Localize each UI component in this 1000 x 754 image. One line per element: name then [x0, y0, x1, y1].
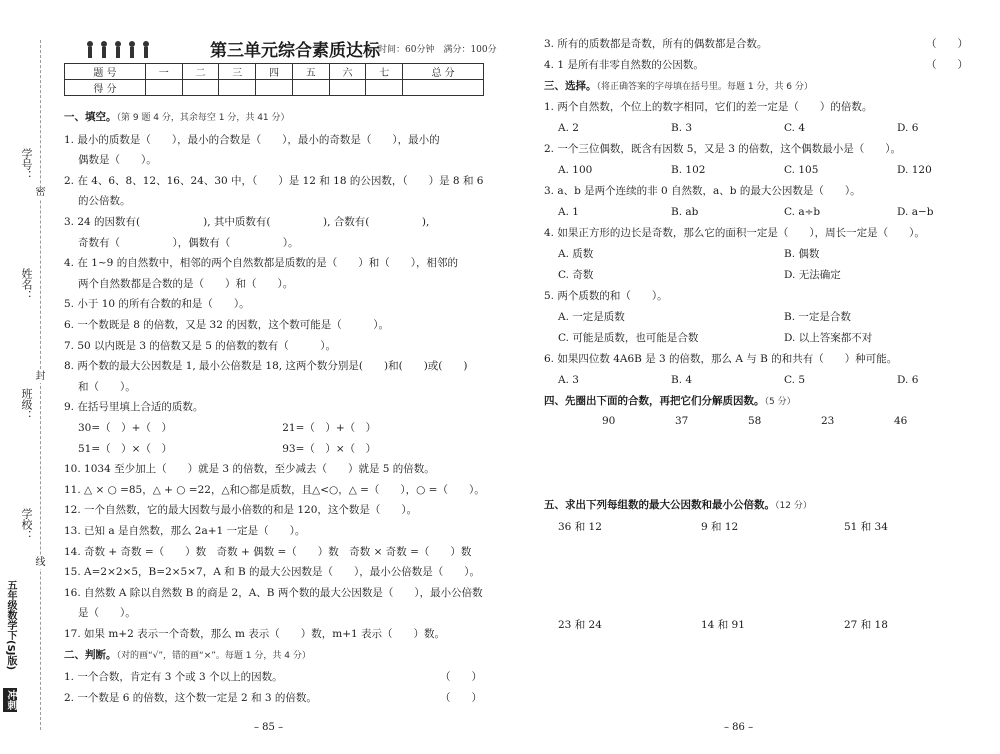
line-text: 5. 两个质数的和（ ）。 — [544, 290, 668, 302]
question-line — [544, 184, 861, 198]
book-label: 五年级数学下(SJ版) — [5, 580, 16, 671]
exam-meta: 时间：60分钟 满分：100分 — [378, 45, 497, 55]
line-text: 4. 如果正方形的边长是奇数，那么它的面积一定是（ ），周长一定是（ ）。 — [544, 227, 925, 239]
seal-mark-xian: 线 — [35, 557, 46, 568]
score-value-cell[interactable] — [329, 80, 366, 96]
line-text: 14. 奇数 + 奇数 =（ ）数 奇数 + 偶数 =（ ）数 奇数 × 奇数 =（ ）数 — [64, 545, 472, 558]
number-item: 37 — [675, 415, 689, 427]
score-value-cell[interactable] — [219, 80, 256, 96]
question-line — [64, 565, 480, 579]
choice-option: D. a−b — [897, 206, 934, 218]
answer-bracket[interactable]: （ ） — [440, 691, 482, 704]
choice-option: D. 6 — [897, 122, 919, 134]
choice-option: B. ab — [671, 206, 699, 218]
question-line — [64, 133, 440, 147]
line-text: 2. 一个数是 6 的倍数，这个数一定是 2 和 3 的倍数。 — [64, 691, 317, 704]
choice-option: D. 以上答案都不对 — [784, 332, 873, 344]
line-text: 和（ ）。 — [78, 380, 136, 393]
line-text: 1. 一个合数，肯定有 3 个或 3 个以上的因数。 — [64, 671, 283, 684]
decorative-figures-icon — [84, 40, 154, 60]
choice-option: A. 3 — [558, 374, 579, 386]
number-item: 9 和 12 — [701, 521, 739, 533]
section-note: （第 9 题 4 分，其余每空 1 分，共 41 分） — [116, 113, 290, 123]
question-line — [64, 400, 203, 414]
question-line — [64, 691, 317, 705]
score-header-cell: 七 — [366, 64, 403, 80]
page-title: 第三单元综合素质达标 — [210, 41, 380, 61]
choice-option: C. a÷b — [784, 206, 821, 218]
score-row-label: 得 分 — [65, 80, 146, 96]
question-line — [544, 58, 704, 72]
answer-bracket[interactable]: （ ） — [926, 59, 968, 71]
line-text: 6. 如果四位数 4A6B 是 3 的倍数，那么 A 与 B 的和共有（ ）种可能。 — [544, 353, 898, 365]
score-header-cell: 六 — [329, 64, 366, 80]
answer-bracket[interactable]: （ ） — [926, 38, 968, 50]
choice-option: C. 奇数 — [558, 269, 594, 281]
section-note: （将正确答案的字母填在括号里。每题 1 分，共 6 分） — [596, 82, 813, 92]
number-item: 14 和 91 — [701, 619, 745, 631]
question-line — [64, 359, 468, 373]
question-line — [64, 339, 336, 353]
choice-option: C. 5 — [784, 374, 806, 386]
line-text: 17. 如果 m+2 表示一个奇数，那么 m 表示（ ）数，m+1 表示（ ）数。 — [64, 628, 446, 640]
question-line — [64, 627, 445, 641]
question-line — [544, 226, 925, 240]
choice-option: C. 105 — [784, 164, 819, 176]
question-line — [544, 352, 897, 366]
answer-bracket[interactable]: （ ） — [440, 671, 482, 684]
question-line — [64, 215, 429, 229]
number-item: 58 — [748, 415, 762, 427]
section-heading — [64, 110, 290, 125]
choice-option: A. 1 — [558, 206, 579, 218]
line-text: 15. A=2×2×5，B=2×5×7，A 和 B 的最大公因数是（ ），最小公倍数是（ ）。 — [64, 566, 481, 579]
choice-option: B. 3 — [671, 122, 693, 134]
choice-option: C. 4 — [784, 122, 806, 134]
line-text: 是（ ）。 — [78, 607, 136, 620]
number-item: 51 和 34 — [844, 521, 888, 533]
score-value-cell[interactable] — [182, 80, 219, 96]
line-text: 7. 50 以内既是 3 的倍数又是 5 的倍数的数有（ ）。 — [64, 339, 337, 352]
line-text: 1. 最小的质数是（ ），最小的合数是（ ），最小的奇数是（ ），最小的 — [64, 133, 440, 146]
section-heading — [544, 394, 796, 409]
score-value-cell[interactable] — [403, 80, 484, 96]
score-value-cell[interactable] — [145, 80, 182, 96]
section-heading — [544, 79, 813, 94]
score-header-cell: 三 — [219, 64, 256, 80]
question-line — [78, 236, 299, 250]
score-header-cell: 总 分 — [403, 64, 484, 80]
question-line — [544, 289, 668, 303]
section-heading — [64, 648, 311, 663]
line-text: 3. a、b 是两个连续的非 0 自然数，a、b 的最大公因数是（ ）。 — [544, 185, 861, 197]
line-text: 4. 在 1~9 的自然数中，相邻的两个自然数都是质数的是（ ）和（ ），相邻的 — [64, 257, 458, 270]
score-header-cell: 四 — [256, 64, 293, 80]
choice-option: D. 无法确定 — [784, 269, 841, 281]
score-value-row — [65, 80, 484, 96]
question-line — [64, 483, 485, 497]
seal-mark-feng: 封 — [35, 371, 46, 382]
score-header-cell: 题 号 — [65, 64, 146, 80]
line-text: 9. 在括号里填上合适的质数。 — [64, 401, 204, 414]
line-text: 1. 两个自然数，个位上的数字相同，它们的差一定是（ ）的倍数。 — [544, 101, 873, 113]
line-text: 16. 自然数 A 除以自然数 B 的商是 2，A、B 两个数的最大公因数是（ ），最小公倍数 — [64, 586, 483, 599]
section-note: （对的画“√”，错的画“×”。每题 1 分，共 4 分） — [116, 650, 311, 661]
line-text: 30=（ ）+（ ） 21=（ ）+（ ） — [78, 422, 377, 434]
choice-option: A. 100 — [558, 164, 593, 176]
line-text: 三、选择。 — [544, 80, 597, 92]
line-text: 3. 24 的因数有( ), 其中质数有( ), 合数有( ), — [64, 216, 430, 228]
score-value-cell[interactable] — [256, 80, 293, 96]
score-value-cell[interactable] — [366, 80, 403, 96]
section-heading — [544, 498, 812, 513]
line-text: 11. △ × ○ =85，△ + ○ =22，△和○都是质数，且△<○，△ =（ ），○ =（ ）。 — [64, 483, 485, 496]
seal-mark-mi: 密 — [35, 187, 46, 198]
line-text: 4. 1 是所有非零自然数的公因数。 — [544, 59, 704, 71]
question-line — [544, 37, 767, 51]
page-right — [538, 0, 968, 754]
class-label: 班级： — [20, 388, 33, 421]
question-line — [544, 142, 901, 156]
choice-option: D. 6 — [897, 374, 919, 386]
question-line — [78, 153, 157, 167]
question-line — [64, 524, 305, 538]
number-item: 23 和 24 — [558, 619, 602, 631]
line-text: 两个自然数都是合数的是（ ）和（ ）。 — [78, 277, 294, 290]
section-note: （12 分） — [775, 501, 812, 511]
binding-margin — [0, 0, 52, 754]
number-item: 36 和 12 — [558, 521, 602, 533]
question-line — [64, 545, 471, 559]
choice-option: B. 4 — [671, 374, 693, 386]
question-line — [78, 606, 136, 620]
score-header-row — [65, 64, 484, 80]
question-line — [64, 462, 435, 476]
question-line — [544, 100, 872, 114]
score-header-cell: 二 — [182, 64, 219, 80]
score-header-cell: 五 — [292, 64, 329, 80]
choice-option: B. 102 — [671, 164, 706, 176]
line-text: 二、判断。 — [64, 648, 117, 661]
line-text: 13. 已知 a 是自然数，那么 2a+1 一定是（ ）。 — [64, 525, 306, 537]
question-line — [64, 586, 483, 600]
question-line — [64, 256, 458, 270]
section-note: （5 分） — [764, 397, 796, 407]
cut-line — [40, 40, 41, 730]
line-text: 12. 一个自然数，它的最大因数与最小倍数的和是 120，这个数是（ ）。 — [64, 504, 418, 517]
question-line — [64, 174, 483, 188]
choice-option: B. 一定是合数 — [784, 311, 851, 323]
score-value-cell[interactable] — [292, 80, 329, 96]
choice-option: C. 可能是质数，也可能是合数 — [558, 332, 699, 344]
line-text: 6. 一个数既是 8 的倍数，又是 32 的因数，这个数可能是（ ）。 — [64, 319, 389, 331]
line-text: 2. 在 4、6、8、12、16、24、30 中，（ ）是 12 和 18 的公因数，（ ）是 8 和 6 — [64, 174, 484, 187]
choice-option: D. 120 — [897, 164, 932, 176]
question-line — [78, 380, 136, 394]
question-line — [64, 297, 250, 311]
line-text: 四、先圈出下面的合数，再把它们分解质因数。 — [544, 395, 765, 407]
line-text: 的公倍数。 — [78, 195, 131, 208]
school-label: 学校： — [20, 508, 33, 541]
line-text: 五、求出下列每组数的最大公因数和最小公倍数。 — [544, 499, 775, 511]
choice-option: B. 偶数 — [784, 248, 820, 260]
question-line — [64, 318, 389, 332]
choice-option: A. 一定是质数 — [558, 311, 625, 323]
choice-option: A. 2 — [558, 122, 579, 134]
question-line — [64, 670, 283, 684]
line-text: 偶数是（ ）。 — [78, 154, 157, 167]
score-header-cell: 一 — [145, 64, 182, 80]
brand-logo: 冲刺 — [5, 690, 16, 710]
page-left — [58, 0, 497, 754]
number-item: 90 — [602, 415, 616, 427]
line-text: 3. 所有的质数都是奇数，所有的偶数都是合数。 — [544, 38, 768, 50]
score-table — [64, 63, 484, 96]
name-label: 姓名： — [20, 268, 33, 301]
line-text: 奇数有（ ），偶数有（ ）。 — [78, 236, 299, 249]
question-line — [78, 421, 376, 435]
student-number-label: 学号： — [20, 148, 33, 181]
number-item: 23 — [821, 415, 835, 427]
number-item: 27 和 18 — [844, 619, 888, 631]
page-number-right: – 86 – — [724, 722, 754, 733]
question-line — [64, 503, 417, 517]
question-line — [78, 442, 376, 456]
line-text: 51=（ ）×（ ） 93=（ ）×（ ） — [78, 442, 377, 455]
line-text: 一、填空。 — [64, 111, 117, 123]
line-text: 10. 1034 至少加上（ ）就是 3 的倍数，至少减去（ ）就是 5 的倍数。 — [64, 463, 435, 476]
line-text: 2. 一个三位偶数，既含有因数 5，又是 3 的倍数，这个偶数最小是（ ）。 — [544, 143, 901, 155]
exam-header — [74, 34, 497, 64]
page-number-left: – 85 – — [254, 722, 284, 733]
question-line — [78, 277, 293, 291]
line-text: 5. 小于 10 的所有合数的和是（ ）。 — [64, 298, 250, 311]
choice-option: A. 质数 — [558, 248, 594, 260]
number-item: 46 — [894, 415, 908, 427]
line-text: 8. 两个数的最大公因数是 1, 最小公倍数是 18, 这两个数分别是( )和( )或( ) — [64, 360, 468, 373]
question-line — [78, 194, 131, 208]
